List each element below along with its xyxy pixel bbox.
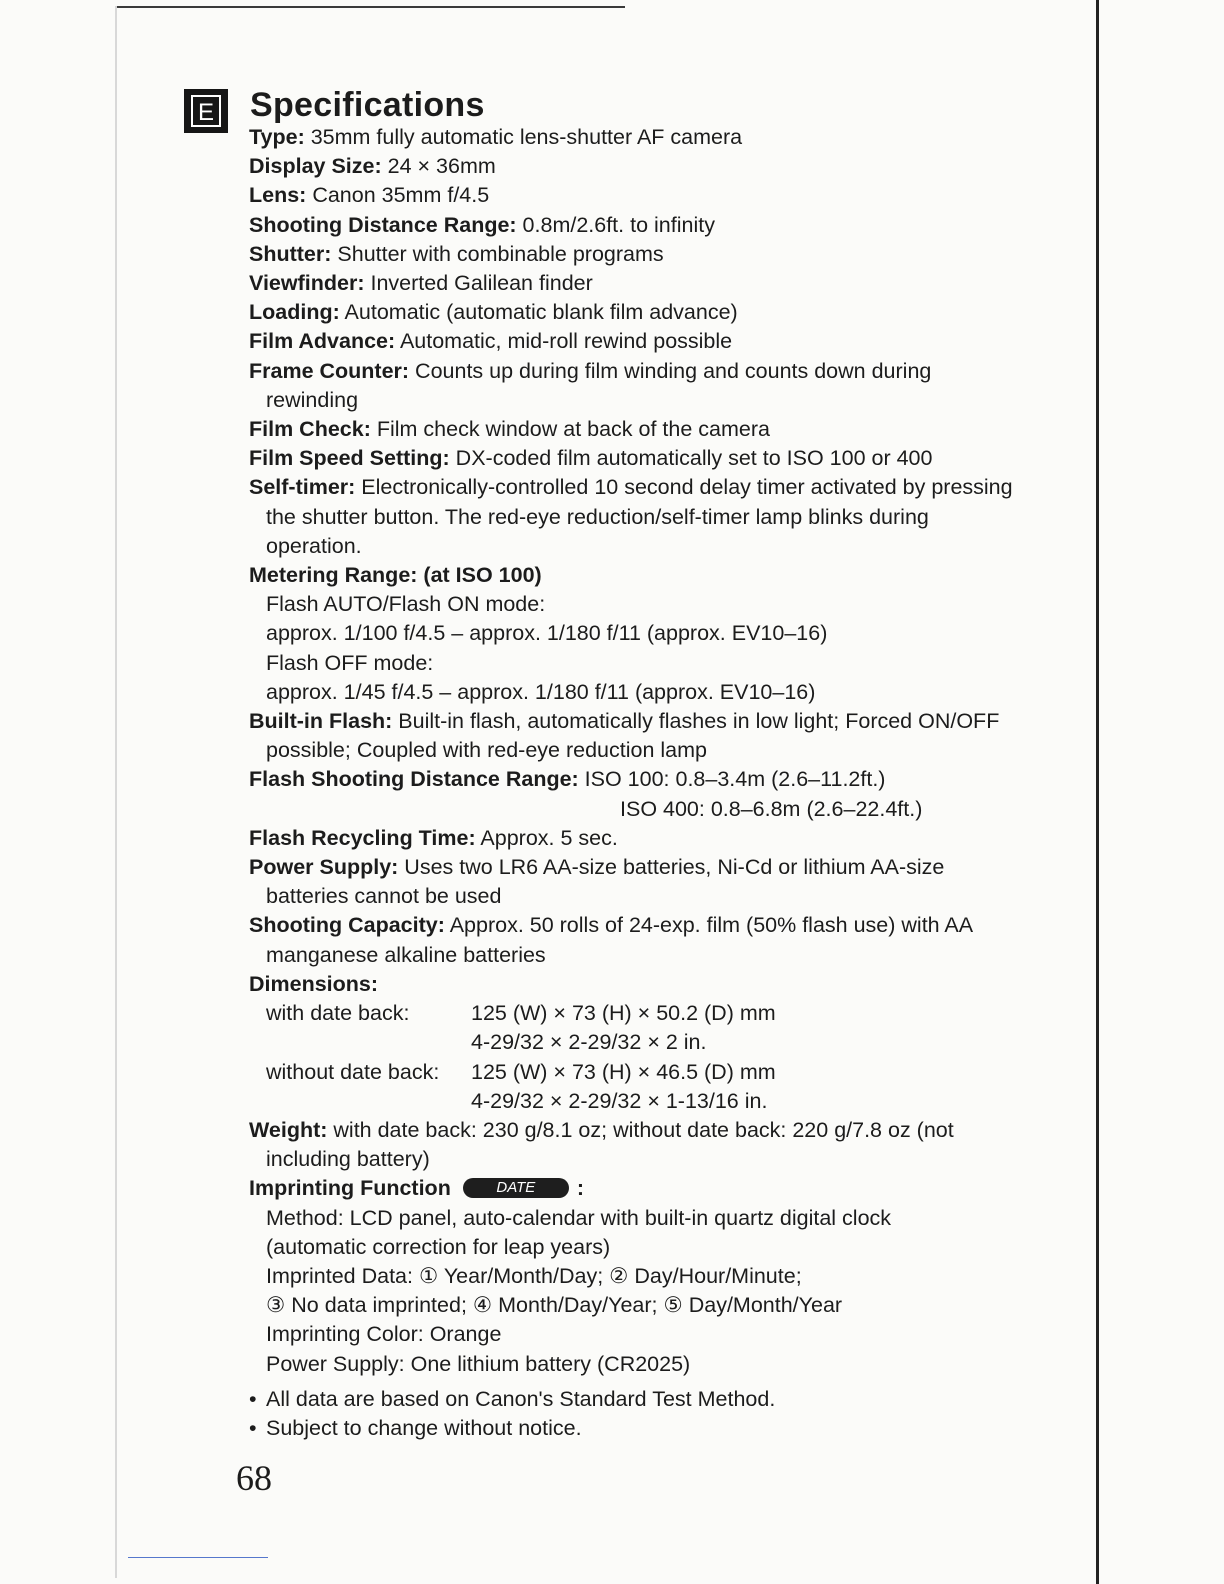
spec-key: Power Supply: bbox=[249, 855, 399, 880]
spec-display-size bbox=[249, 152, 1029, 181]
spec-power-supply bbox=[249, 853, 1029, 911]
footnote: • Subject to change without notice. bbox=[249, 1414, 1029, 1443]
language-badge bbox=[184, 89, 228, 133]
spec-value: Built-in flash, automatically flashes in low light; Forced ON/OFF possible; Coupled with red-eye reduction lamp bbox=[266, 709, 1000, 763]
spec-imprinting-function bbox=[249, 1174, 1029, 1378]
spec-value: Counts up during film winding and counts down during rewinding bbox=[266, 358, 932, 412]
spec-value: 0.8m/2.6ft. to infinity bbox=[516, 212, 715, 237]
imprinting-line: Power Supply: One lithium battery (CR2025) bbox=[266, 1351, 691, 1376]
spec-key: Built-in Flash: bbox=[249, 709, 393, 734]
spec-key: Film Check: bbox=[249, 417, 371, 442]
spec-key: Film Advance: bbox=[249, 329, 396, 354]
spec-value: with date back: 230 g/8.1 oz; without date back: 220 g/7.8 oz (not including battery) bbox=[266, 1117, 954, 1172]
imprinting-line: (automatic correction for leap years) bbox=[266, 1234, 611, 1259]
spec-value: Canon 35mm f/4.5 bbox=[306, 183, 490, 208]
spec-lens bbox=[249, 181, 1029, 210]
spec-shutter bbox=[249, 240, 1029, 269]
spec-self-timer bbox=[249, 473, 1029, 561]
spec-type bbox=[249, 123, 1029, 152]
spec-frame-counter bbox=[249, 357, 1029, 415]
spec-loading bbox=[249, 298, 1029, 327]
spec-key: Type: bbox=[249, 125, 305, 149]
spec-flash-distance-range bbox=[249, 765, 1029, 823]
metering-line: Flash AUTO/Flash ON mode: bbox=[266, 592, 546, 617]
spec-key: Film Speed Setting: bbox=[249, 446, 450, 471]
language-badge-letter: E bbox=[191, 95, 221, 127]
spec-key: Viewfinder: bbox=[249, 271, 365, 296]
scan-border-right bbox=[1096, 0, 1099, 1584]
dimensions-value: 125 (W) × 73 (H) × 50.2 (D) mm bbox=[471, 1001, 776, 1026]
spec-key: Frame Counter: bbox=[249, 358, 410, 383]
dimensions-table bbox=[249, 999, 1029, 1116]
spec-key: Dimensions: bbox=[249, 971, 379, 996]
dimensions-value: 4-29/32 × 2-29/32 × 2 in. bbox=[471, 1030, 707, 1055]
spec-value: ISO 100: 0.8–3.4m (2.6–11.2ft.) bbox=[578, 767, 886, 792]
scan-border-left bbox=[115, 6, 117, 1578]
spec-key: Shutter: bbox=[249, 241, 332, 266]
spec-film-check bbox=[249, 415, 1029, 444]
imprinting-line: Method: LCD panel, auto-calendar with built-in quartz digital clock bbox=[266, 1205, 892, 1230]
spec-value: 24 × 36mm bbox=[381, 154, 496, 179]
metering-line: approx. 1/100 f/4.5 – approx. 1/180 f/11 (approx. EV10–16) bbox=[266, 621, 828, 646]
spec-shooting-capacity bbox=[249, 911, 1029, 969]
metering-line: Flash OFF mode: bbox=[266, 650, 434, 675]
spec-key: Flash Recycling Time: bbox=[249, 825, 476, 850]
spec-value: Automatic (automatic blank film advance) bbox=[339, 300, 738, 325]
spec-key: Shooting Capacity: bbox=[249, 913, 445, 938]
imprinting-line: Imprinted Data: ① Year/Month/Day; ② Day/Hour/Minute; bbox=[266, 1263, 802, 1288]
spec-key: Lens: bbox=[249, 183, 307, 208]
dimensions-value: 125 (W) × 73 (H) × 46.5 (D) mm bbox=[471, 1059, 776, 1084]
bullet-icon: • bbox=[249, 1386, 257, 1411]
spec-key: Flash Shooting Distance Range: bbox=[249, 767, 579, 792]
imprinting-colon: : bbox=[576, 1176, 584, 1201]
spec-value: Shutter with combinable programs bbox=[331, 241, 664, 266]
spec-value: Approx. 50 rolls of 24-exp. film (50% flash use) with AA manganese alkaline batteries bbox=[266, 913, 972, 967]
spec-value: 35mm fully automatic lens-shutter AF camera bbox=[304, 125, 743, 149]
scan-border-top bbox=[115, 6, 625, 8]
footnotes bbox=[249, 1385, 1029, 1443]
spec-value: Uses two LR6 AA-size batteries, Ni-Cd or lithium AA-size batteries cannot be used bbox=[266, 855, 945, 909]
imprinting-line: Imprinting Color: Orange bbox=[266, 1322, 502, 1347]
spec-value: Automatic, mid-roll rewind possible bbox=[395, 329, 733, 354]
spec-flash-recycling bbox=[249, 824, 1029, 853]
scan-border-bottom bbox=[128, 1557, 268, 1558]
spec-film-speed bbox=[249, 444, 1029, 473]
spec-key: Imprinting Function bbox=[249, 1176, 451, 1201]
spec-viewfinder bbox=[249, 269, 1029, 298]
spec-metering-range bbox=[249, 561, 1029, 707]
spec-value: Electronically-controlled 10 second delay timer activated by pressing the shutter button. The red-eye reduction/self-timer lamp blinks during operation. bbox=[266, 475, 1013, 558]
spec-shooting-distance bbox=[249, 211, 1029, 240]
spec-key: Loading: bbox=[249, 300, 340, 325]
dimensions-label: with date back: bbox=[266, 1001, 410, 1026]
spec-key: Weight: bbox=[249, 1117, 328, 1142]
page-title: Specifications bbox=[250, 86, 485, 124]
spec-film-advance bbox=[249, 327, 1029, 356]
spec-dimensions bbox=[249, 970, 1029, 1116]
page-number: 68 bbox=[236, 1458, 272, 1498]
dimensions-value: 4-29/32 × 2-29/32 × 1-13/16 in. bbox=[471, 1088, 768, 1113]
spec-key: Display Size: bbox=[249, 154, 382, 179]
spec-key: Self-timer: bbox=[249, 475, 356, 500]
spec-built-in-flash bbox=[249, 707, 1029, 765]
spec-value: ISO 400: 0.8–6.8m (2.6–22.4ft.) bbox=[620, 796, 923, 821]
spec-value: Inverted Galilean finder bbox=[364, 271, 593, 296]
spec-value: Film check window at back of the camera bbox=[370, 417, 770, 442]
bullet-icon: • bbox=[249, 1415, 257, 1440]
dimensions-label: without date back: bbox=[266, 1059, 440, 1084]
spec-key: Metering Range: (at ISO 100) bbox=[249, 563, 542, 588]
imprinting-line: ③ No data imprinted; ④ Month/Day/Year; ⑤ Day/Month/Year bbox=[266, 1293, 843, 1318]
spec-value: Approx. 5 sec. bbox=[475, 825, 618, 850]
spec-value: DX-coded film automatically set to ISO 100 or 400 bbox=[449, 446, 933, 471]
specifications-list bbox=[249, 123, 1029, 1443]
spec-key: Shooting Distance Range: bbox=[249, 212, 517, 237]
spec-weight bbox=[249, 1116, 1029, 1174]
footnote: • All data are based on Canon's Standard Test Method. bbox=[249, 1385, 1029, 1414]
metering-line: approx. 1/45 f/4.5 – approx. 1/180 f/11 (approx. EV10–16) bbox=[266, 679, 816, 704]
date-mode-icon: DATE bbox=[463, 1178, 569, 1198]
